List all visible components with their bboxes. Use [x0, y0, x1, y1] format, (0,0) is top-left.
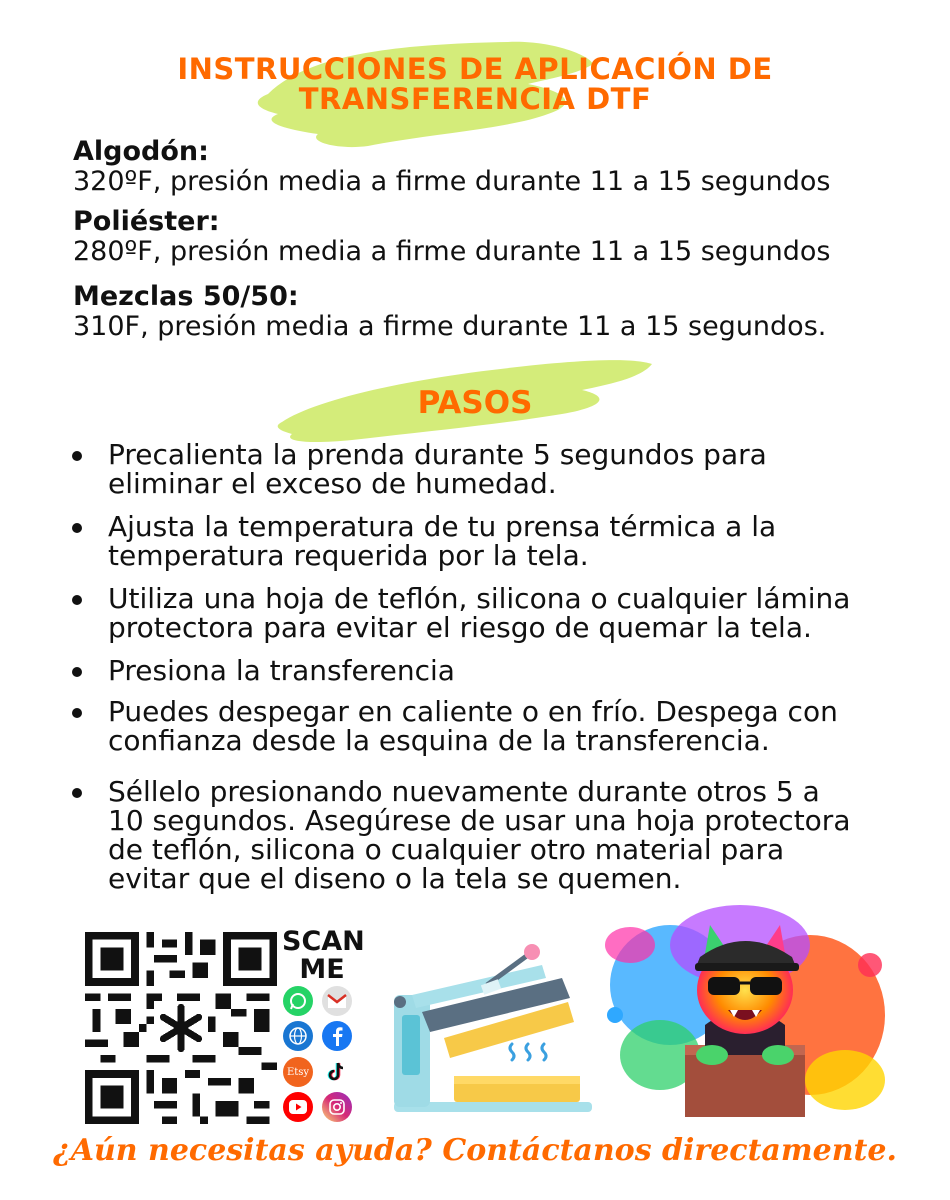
fabric-name: Algodón: — [73, 136, 209, 167]
list-item — [72, 697, 902, 755]
step-line: Precalienta la prenda durante 5 segundos para — [108, 438, 767, 471]
step-line: Presiona la transferencia — [108, 654, 455, 687]
bullet-icon — [72, 788, 82, 798]
fabric-name: Poliéster: — [73, 206, 220, 237]
scan-line-1: SCAN — [282, 926, 365, 957]
scan-line-2: ME — [299, 954, 345, 985]
footer-help-text: ¿Aún necesitas ayuda? Contáctanos directamente. — [53, 1133, 897, 1168]
instagram-icon[interactable] — [322, 1092, 352, 1122]
facebook-icon[interactable] — [322, 1021, 352, 1051]
qr-code[interactable] — [84, 932, 278, 1124]
title-line-1: INSTRUCCIONES DE APLICACIÓN DE — [177, 52, 773, 86]
list-item — [72, 777, 902, 893]
bullet-icon — [72, 451, 82, 461]
bullet-icon — [72, 667, 82, 677]
list-item — [72, 584, 902, 642]
fabric-spec: 280ºF, presión media a firme durante 11 a 15 segundos — [73, 236, 831, 267]
title-line-2: TRANSFERENCIA DTF — [298, 82, 652, 116]
fabric-name: Mezclas 50/50: — [73, 281, 299, 312]
bullet-icon — [72, 595, 82, 605]
list-item — [72, 656, 902, 685]
step-line: protectora para evitar el riesgo de quemar la tela. — [108, 611, 812, 644]
step-line: evitar que el diseno o la tela se quemen. — [108, 862, 682, 895]
list-item — [72, 440, 902, 498]
cat-illustration — [600, 905, 890, 1120]
scan-me-label — [282, 926, 365, 985]
fabric-spec: 320ºF, presión media a firme durante 11 a 15 segundos — [73, 166, 831, 197]
youtube-icon[interactable] — [283, 1092, 313, 1122]
step-line: Puedes despegar en caliente o en frío. Despega con — [108, 695, 838, 728]
page-title — [0, 54, 950, 114]
step-line: Séllelo presionando nuevamente durante otros 5 a — [108, 775, 820, 808]
fabric-cotton — [73, 137, 831, 197]
whatsapp-icon[interactable] — [283, 986, 313, 1016]
step-line: temperatura requerida por la tela. — [108, 539, 589, 572]
etsy-icon[interactable]: Etsy — [283, 1057, 313, 1087]
steps-list — [72, 440, 902, 893]
tiktok-icon[interactable] — [322, 1057, 352, 1087]
bullet-icon — [72, 708, 82, 718]
website-icon[interactable] — [283, 1021, 313, 1051]
steps-title: PASOS — [417, 385, 533, 421]
step-line: de teflón, silicona o cualquier otro material para — [108, 833, 785, 866]
fabric-blend — [73, 282, 826, 342]
list-item — [72, 512, 902, 570]
step-line: confianza desde la esquina de la transferencia. — [108, 724, 770, 757]
step-line: eliminar el exceso de humedad. — [108, 467, 557, 500]
fabric-spec: 310F, presión media a firme durante 11 a 15 segundos. — [73, 311, 827, 342]
step-line: Utiliza una hoja de teflón, silicona o cualquier lámina — [108, 582, 851, 615]
gmail-icon[interactable] — [322, 986, 352, 1016]
heat-press-illustration — [392, 940, 598, 1116]
bullet-icon — [72, 523, 82, 533]
step-line: 10 segundos. Asegúrese de usar una hoja protectora — [108, 804, 851, 837]
step-line: Ajusta la temperatura de tu prensa térmica a la — [108, 510, 777, 543]
fabric-polyester — [73, 207, 831, 267]
